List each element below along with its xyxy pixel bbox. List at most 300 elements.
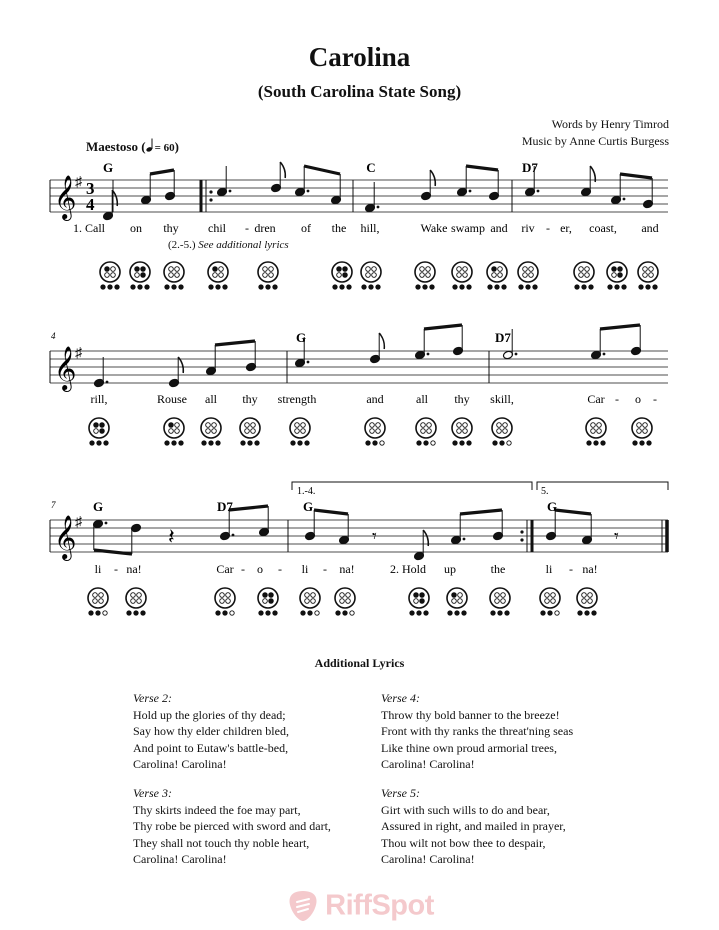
finger-dot <box>649 267 654 272</box>
harmonica-hole-icon <box>487 262 507 289</box>
harmonica-hole-icon <box>164 262 184 289</box>
finger-dot <box>226 593 231 598</box>
breath-dot <box>430 285 434 289</box>
time-signature-bottom: 4 <box>86 195 95 214</box>
breath-dot <box>305 441 309 445</box>
breath-dot <box>209 441 213 445</box>
brand-name: RiffSpot <box>325 889 434 922</box>
harmonica-hole-icon <box>452 262 472 289</box>
volta-bracket-2 <box>537 482 668 490</box>
hole-ring <box>577 588 597 608</box>
finger-dot <box>263 267 268 272</box>
system-3-notes <box>93 506 619 561</box>
verse-line: And point to Eutaw's battle-bed, <box>133 740 289 755</box>
finger-dot <box>305 599 310 604</box>
finger-dot <box>492 273 497 278</box>
harmonica-hole-icon <box>490 588 510 615</box>
finger-dot <box>463 429 468 434</box>
beam <box>600 325 640 329</box>
finger-dot <box>105 273 110 278</box>
finger-dot <box>523 273 528 278</box>
harmonica-hole-icon <box>130 262 150 289</box>
finger-dot <box>591 423 596 428</box>
breath-dot <box>646 285 650 289</box>
finger-dot <box>366 273 371 278</box>
hole-ring <box>100 262 120 282</box>
finger-dot <box>94 429 99 434</box>
harmonica-hole-icon <box>164 418 184 445</box>
finger-dot <box>141 267 146 272</box>
hole-ring <box>361 262 381 282</box>
breath-dot <box>541 611 545 615</box>
finger-dot <box>420 599 425 604</box>
finger-dot <box>263 273 268 278</box>
finger-dot <box>495 599 500 604</box>
verse-line: Front with thy ranks the threat'ning seas <box>381 724 574 738</box>
finger-dot <box>452 599 457 604</box>
finger-dot <box>305 593 310 598</box>
verse-line: Like thine own proud armorial trees, <box>381 740 557 755</box>
hole-ring <box>130 262 150 282</box>
finger-dot <box>420 267 425 272</box>
verse-line: They shall not touch thy noble heart, <box>133 835 310 850</box>
riffspot-logo[interactable] <box>0 888 719 924</box>
breath-dot <box>362 285 366 289</box>
finger-dot <box>337 273 342 278</box>
harmonica-hole-icon <box>215 588 235 615</box>
finger-dot <box>457 423 462 428</box>
harmonica-hole-icon <box>201 418 221 445</box>
hole-ring <box>240 418 260 438</box>
breath-dot <box>336 611 340 615</box>
finger-dot <box>213 273 218 278</box>
breath-dot <box>90 441 94 445</box>
harmonica-hole-icon <box>208 262 228 289</box>
finger-dot <box>376 429 381 434</box>
breath-dot <box>241 441 245 445</box>
finger-dot <box>346 593 351 598</box>
lyric-syllable: hill, <box>360 221 380 235</box>
lyric-syllable: and <box>366 392 384 406</box>
breath-dot <box>145 285 149 289</box>
beam <box>460 510 502 514</box>
repeat-dot <box>209 198 212 201</box>
breath-dot <box>223 285 227 289</box>
breath-dot <box>138 285 142 289</box>
breath-dot <box>103 611 107 615</box>
finger-dot <box>94 423 99 428</box>
verse-line: Assured in right, and mailed in prayer, <box>381 819 566 833</box>
finger-dot <box>426 273 431 278</box>
dot <box>603 353 606 356</box>
finger-dot <box>137 593 142 598</box>
breath-dot <box>460 441 464 445</box>
hole-ring <box>487 262 507 282</box>
breath-dot <box>417 441 421 445</box>
breath-dot <box>101 285 105 289</box>
finger-dot <box>295 423 300 428</box>
finger-dot <box>545 599 550 604</box>
tempo-marking: Maestoso ( = 60) <box>86 139 179 154</box>
harmonica-hole-icon <box>638 262 658 289</box>
guitar-pick-icon <box>285 888 321 924</box>
hole-ring <box>215 588 235 608</box>
breath-dot <box>89 611 93 615</box>
lyric-syllable: - <box>615 392 619 406</box>
finger-dot <box>463 267 468 272</box>
breath-dot <box>647 441 651 445</box>
finger-dot <box>263 593 268 598</box>
finger-dot <box>597 429 602 434</box>
finger-dot <box>175 273 180 278</box>
dot <box>105 522 108 525</box>
breath-dot <box>340 285 344 289</box>
breath-dot <box>373 441 377 445</box>
hole-ring <box>335 588 355 608</box>
repeat-dot <box>520 530 523 533</box>
lyric-syllable: o <box>635 392 641 406</box>
harmonica-hole-icon <box>126 588 146 615</box>
breath-dot <box>308 611 312 615</box>
breath-dot <box>216 441 220 445</box>
lyric-syllable: - <box>278 562 282 576</box>
lyric-syllable: riv <box>521 221 535 235</box>
additional-lyrics-title: Additional Lyrics <box>314 656 405 670</box>
volta-label-2: 5. <box>541 486 549 497</box>
harmonica-hole-icon <box>365 418 385 445</box>
finger-dot <box>219 267 224 272</box>
volta-bracket-1 <box>292 482 532 490</box>
verse-line: Carolina! Carolina! <box>133 852 227 866</box>
lyric-syllable: - <box>114 562 118 576</box>
verse-line: Throw thy bold banner to the breeze! <box>381 707 560 722</box>
breath-dot <box>633 441 637 445</box>
finger-dot <box>141 273 146 278</box>
dot <box>463 538 466 541</box>
breath-dot <box>505 611 509 615</box>
finger-dot <box>427 423 432 428</box>
verse-range-note: (2.-5.) <box>168 239 196 251</box>
breath-dot <box>273 285 277 289</box>
finger-dot <box>612 273 617 278</box>
finger-dot <box>421 423 426 428</box>
finger-dot <box>269 593 274 598</box>
breath-dot <box>448 611 452 615</box>
harmonica-hole-icon <box>416 418 436 445</box>
breath-dot <box>165 441 169 445</box>
finger-dot <box>131 593 136 598</box>
breath-dot <box>223 611 227 615</box>
chord-symbol: G <box>102 160 114 175</box>
hole-ring <box>332 262 352 282</box>
breath-dot <box>248 441 252 445</box>
staff-system-3 <box>50 515 668 561</box>
breath-dot <box>301 611 305 615</box>
finger-dot <box>501 599 506 604</box>
breath-dot <box>273 611 277 615</box>
finger-dot <box>99 593 104 598</box>
breath-dot <box>141 611 145 615</box>
beam <box>424 325 462 329</box>
hole-ring <box>164 418 184 438</box>
sharp-icon: ♯ <box>75 175 82 190</box>
dot <box>307 361 310 364</box>
chord-symbol: G <box>302 499 314 514</box>
finger-dot <box>637 429 642 434</box>
finger-dot <box>269 273 274 278</box>
finger-dot <box>457 429 462 434</box>
finger-dot <box>100 423 105 428</box>
finger-dot <box>99 599 104 604</box>
lyric-syllable: chil <box>208 221 226 235</box>
breath-dot <box>423 285 427 289</box>
finger-dot <box>135 267 140 272</box>
dot <box>307 190 310 193</box>
breath-dot <box>424 441 428 445</box>
beam <box>466 166 498 170</box>
finger-dot <box>452 593 457 598</box>
breath-dot <box>585 611 589 615</box>
verse-line: Carolina! Carolina! <box>381 852 475 866</box>
finger-dot <box>585 267 590 272</box>
finger-dot <box>135 273 140 278</box>
lyric-syllable: li <box>94 562 102 576</box>
finger-dot <box>612 267 617 272</box>
finger-dot <box>643 273 648 278</box>
note-flag <box>379 333 384 349</box>
harmonica-hole-icon <box>632 418 652 445</box>
lyric-syllable: Car <box>587 392 605 406</box>
breath-dot <box>587 441 591 445</box>
finger-dot <box>111 267 116 272</box>
finger-dot <box>220 593 225 598</box>
verse-5 <box>381 785 566 868</box>
chord-symbol: C <box>366 160 376 175</box>
finger-dot <box>370 429 375 434</box>
finger-dot <box>245 423 250 428</box>
tab-row-1 <box>100 262 658 289</box>
finger-dot <box>175 267 180 272</box>
breath-dot <box>507 441 511 445</box>
breath-dot <box>115 285 119 289</box>
lyric-syllable: li <box>301 562 309 576</box>
finger-dot <box>579 273 584 278</box>
breath-dot <box>622 285 626 289</box>
finger-dot <box>251 429 256 434</box>
finger-dot <box>420 273 425 278</box>
lyric-syllable: all <box>205 392 217 406</box>
repeat-dot <box>209 190 212 193</box>
hole-ring <box>452 418 472 438</box>
breath-dot <box>498 611 502 615</box>
lyric-syllable: 2. Hold <box>390 562 426 576</box>
breath-dot <box>555 611 559 615</box>
note-flag <box>430 170 435 186</box>
finger-dot <box>637 423 642 428</box>
dot <box>377 206 380 209</box>
music-credit: Music by Anne Curtis Burgess <box>521 134 669 148</box>
beam <box>150 170 174 174</box>
breath-dot <box>347 285 351 289</box>
harmonica-hole-icon <box>492 418 512 445</box>
sharp-icon: ♯ <box>75 346 82 361</box>
lyric-syllable: er, <box>560 221 572 235</box>
tempo-text: Maestoso <box>86 139 138 154</box>
finger-dot <box>492 267 497 272</box>
finger-dot <box>175 423 180 428</box>
breath-dot <box>369 285 373 289</box>
chord-symbol: D7 <box>495 330 511 345</box>
finger-dot <box>376 423 381 428</box>
finger-dot <box>457 267 462 272</box>
finger-dot <box>643 267 648 272</box>
breath-dot <box>216 285 220 289</box>
finger-dot <box>372 267 377 272</box>
breath-dot <box>431 441 435 445</box>
finger-dot <box>301 423 306 428</box>
breath-dot <box>230 611 234 615</box>
harmonica-hole-icon <box>607 262 627 289</box>
finger-dot <box>169 429 174 434</box>
harmonica-hole-icon <box>577 588 597 615</box>
treble-clef-icon: 𝄞 <box>54 177 77 219</box>
finger-dot <box>501 593 506 598</box>
finger-dot <box>503 429 508 434</box>
breath-dot <box>453 285 457 289</box>
breath-dot <box>575 285 579 289</box>
breath-dot <box>266 285 270 289</box>
lyric-syllable: na! <box>582 562 598 576</box>
system-2-notes <box>94 325 642 388</box>
finger-dot <box>427 429 432 434</box>
harmonica-hole-icon <box>574 262 594 289</box>
finger-dot <box>343 273 348 278</box>
lyric-syllable: of <box>301 221 311 235</box>
finger-dot <box>137 599 142 604</box>
finger-dot <box>579 267 584 272</box>
lyric-syllable: - <box>546 221 550 235</box>
finger-dot <box>346 599 351 604</box>
breath-dot <box>216 611 220 615</box>
finger-dot <box>366 267 371 272</box>
chord-symbol: G <box>546 499 558 514</box>
lyric-syllable: thy <box>163 221 179 235</box>
harmonica-hole-icon <box>100 262 120 289</box>
verse-line: Carolina! Carolina! <box>133 757 227 771</box>
breath-dot <box>96 611 100 615</box>
finger-dot <box>497 429 502 434</box>
harmonica-hole-icon <box>415 262 435 289</box>
harmonica-hole-icon <box>335 588 355 615</box>
harmonica-hole-icon <box>332 262 352 289</box>
dot <box>537 190 540 193</box>
finger-dot <box>495 593 500 598</box>
harmonica-hole-icon <box>300 588 320 615</box>
finger-dot <box>220 599 225 604</box>
hole-ring <box>164 262 184 282</box>
harmonica-hole-icon <box>447 588 467 615</box>
hole-ring <box>586 418 606 438</box>
finger-dot <box>551 599 556 604</box>
hole-ring <box>290 418 310 438</box>
beam <box>620 174 652 178</box>
hole-ring <box>638 262 658 282</box>
beam <box>304 166 340 174</box>
breath-dot <box>172 285 176 289</box>
song-title: Carolina <box>308 42 411 72</box>
verse-heading: Verse 4: <box>381 691 420 705</box>
dot <box>515 353 518 356</box>
tab-row-3 <box>88 588 597 615</box>
finger-dot <box>213 267 218 272</box>
finger-dot <box>169 273 174 278</box>
finger-dot <box>269 267 274 272</box>
finger-dot <box>370 423 375 428</box>
harmonica-hole-icon <box>240 418 260 445</box>
breath-dot <box>526 285 530 289</box>
finger-dot <box>311 599 316 604</box>
finger-dot <box>588 599 593 604</box>
breath-dot <box>315 611 319 615</box>
breath-dot <box>592 611 596 615</box>
hole-ring <box>258 262 278 282</box>
dot <box>232 534 235 537</box>
breath-dot <box>165 285 169 289</box>
harmonica-hole-icon <box>290 418 310 445</box>
finger-dot <box>340 599 345 604</box>
finger-dot <box>245 429 250 434</box>
breath-dot <box>578 611 582 615</box>
hole-ring <box>632 418 652 438</box>
finger-dot <box>131 599 136 604</box>
verse-4 <box>381 690 573 773</box>
finger-dot <box>311 593 316 598</box>
lyric-syllable: dren <box>254 221 276 235</box>
finger-dot <box>643 423 648 428</box>
breath-dot <box>350 611 354 615</box>
note-flag <box>280 162 285 178</box>
dot <box>623 198 626 201</box>
see-additional-lyrics[interactable]: See additional lyrics <box>198 239 289 251</box>
tempo-value: = 60 <box>154 142 175 154</box>
finger-dot <box>251 423 256 428</box>
lyric-syllable: the <box>490 562 506 576</box>
chord-symbol: D7 <box>217 499 233 514</box>
chord-symbol: G <box>295 330 307 345</box>
finger-dot <box>175 429 180 434</box>
breath-dot <box>519 285 523 289</box>
hole-ring <box>300 588 320 608</box>
finger-dot <box>337 267 342 272</box>
lyric-syllable: thy <box>242 392 258 406</box>
finger-dot <box>263 599 268 604</box>
lyric-syllable: strength <box>277 392 317 406</box>
lyric-syllable: coast, <box>589 221 617 235</box>
finger-dot <box>340 593 345 598</box>
breath-dot <box>462 611 466 615</box>
hole-ring <box>89 418 109 438</box>
breath-dot <box>491 611 495 615</box>
breath-dot <box>453 441 457 445</box>
breath-dot <box>291 441 295 445</box>
time-signature-top: 3 <box>86 179 95 198</box>
hole-ring <box>365 418 385 438</box>
lyric-syllable: - <box>653 392 657 406</box>
lyric-syllable: skill, <box>490 392 514 406</box>
lyric-syllable: - <box>241 562 245 576</box>
hole-ring <box>540 588 560 608</box>
breath-dot <box>493 441 497 445</box>
